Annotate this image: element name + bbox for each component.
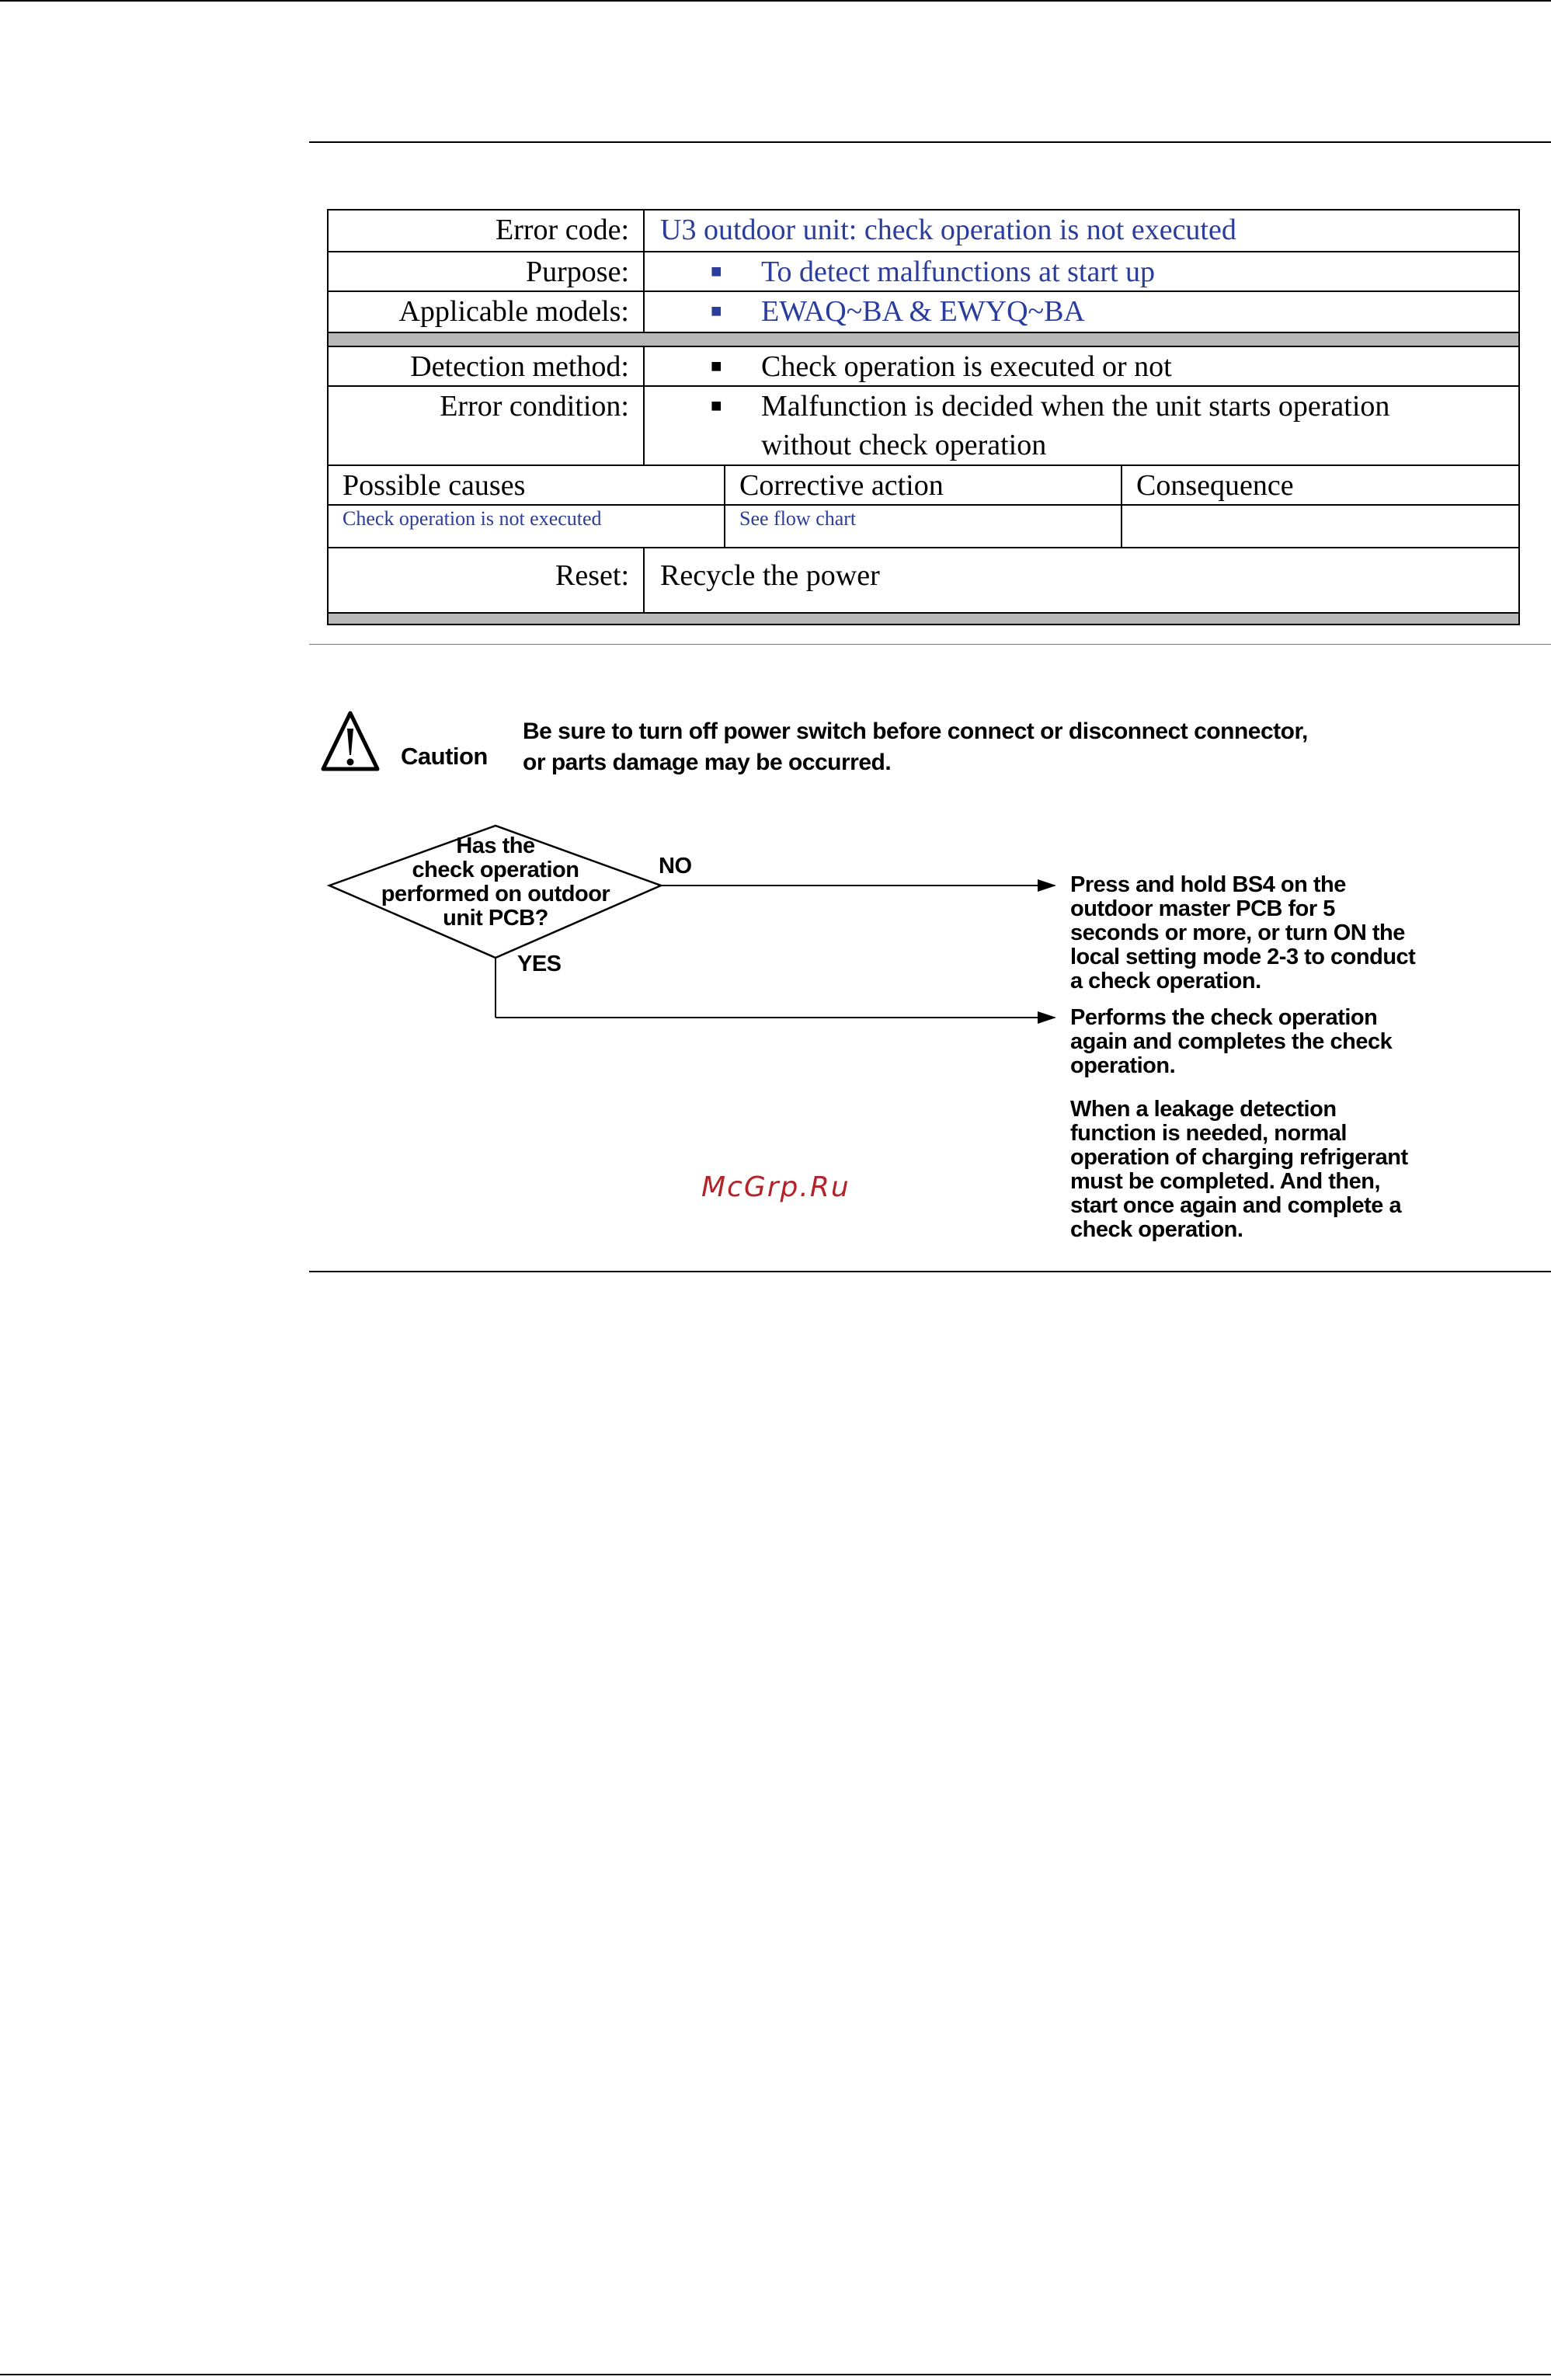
applicable-models-label: Applicable models:: [329, 292, 645, 332]
row-column-headers: [329, 466, 1518, 506]
note-line4: must be completed. And then,: [1070, 1169, 1381, 1194]
table-footer-bar: [329, 612, 1518, 624]
corrective-action-header: Corrective action: [725, 466, 1122, 504]
section-divider: [329, 332, 1518, 347]
decision-line1: Has the: [456, 833, 535, 858]
applicable-models-value: [645, 292, 1518, 332]
consequence-header: Consequence: [1136, 469, 1294, 502]
note-line2: function is needed, normal: [1070, 1121, 1347, 1146]
decision-line2: check operation: [412, 858, 579, 882]
error-table: [327, 209, 1520, 625]
bullet-icon: ■: [711, 357, 722, 377]
purpose-text: To detect malfunctions at start up: [761, 256, 1156, 288]
yes-result-line2: again and completes the check: [1070, 1029, 1393, 1054]
row-applicable-models: [329, 292, 1518, 332]
row-detection-method: [329, 347, 1518, 387]
no-arrow: [661, 879, 1056, 892]
footer-rule: [309, 1271, 1551, 1272]
cause-cell: Check operation is not executed: [329, 506, 725, 547]
note-line6: check operation.: [1070, 1217, 1243, 1242]
detection-method-label: Detection method:: [329, 347, 645, 385]
decision-line3: performed on outdoor: [381, 882, 610, 906]
no-label: NO: [659, 854, 692, 879]
section-rule: [309, 644, 1551, 645]
error-condition-label: Error condition:: [329, 387, 645, 465]
row-error-condition: [329, 387, 1518, 466]
detection-method-text: Check operation is executed or not: [761, 350, 1172, 383]
no-result-line2: outdoor master PCB for 5: [1070, 896, 1335, 921]
row-reset: [329, 548, 1518, 612]
yes-result-line3: operation.: [1070, 1053, 1176, 1078]
row-purpose: [329, 252, 1518, 292]
error-condition-line2: without check operation: [761, 429, 1047, 461]
no-result-line4: local setting mode 2-3 to conduct: [1070, 945, 1416, 969]
no-result-line5: a check operation.: [1070, 969, 1261, 993]
error-code-label: Error code:: [329, 211, 645, 251]
bullet-icon: ■: [711, 262, 722, 282]
no-result-line1: Press and hold BS4 on the: [1070, 872, 1346, 897]
watermark: McGrp.Ru: [701, 1171, 850, 1203]
purpose-label: Purpose:: [329, 252, 645, 291]
note-line5: start once again and complete a: [1070, 1193, 1402, 1218]
possible-causes-header: Possible causes: [329, 466, 725, 504]
error-code-value: U3 outdoor unit: check operation is not executed: [660, 214, 1236, 246]
bullet-icon: ■: [711, 301, 722, 322]
decision-line4: unit PCB?: [443, 906, 548, 931]
reset-label: Reset:: [329, 548, 645, 612]
page-bottom-edge: [0, 2374, 1551, 2375]
caution-line2: or parts damage may be occurred.: [523, 750, 892, 775]
error-condition-line1: Malfunction is decided when the unit starts operation: [761, 390, 1390, 423]
table-row: [329, 506, 1518, 548]
note-line1: When a leakage detection: [1070, 1097, 1337, 1122]
page-top-edge: [0, 0, 1551, 2]
error-condition-value: [645, 387, 1518, 465]
no-result-line3: seconds or more, or turn ON the: [1070, 920, 1405, 945]
note-line3: operation of charging refrigerant: [1070, 1145, 1408, 1170]
action-cell: See flow chart: [725, 506, 1122, 547]
header-rule: [309, 141, 1551, 143]
yes-arrow: [496, 958, 1056, 1024]
flowchart: [309, 699, 1551, 1274]
detection-method-value: [645, 347, 1518, 385]
applicable-models-text: EWAQ~BA & EWYQ~BA: [761, 295, 1085, 328]
reset-value: Recycle the power: [660, 559, 880, 592]
row-error-code: [329, 211, 1518, 252]
caution-label: Caution: [401, 743, 488, 770]
yes-result-line1: Performs the check operation: [1070, 1005, 1378, 1030]
yes-label: YES: [517, 952, 562, 976]
consequence-cell: [1122, 506, 1518, 547]
purpose-value: [645, 252, 1518, 291]
caution-line1: Be sure to turn off power switch before connect or disconnect connector,: [523, 719, 1308, 744]
bullet-icon: ■: [711, 396, 722, 416]
caution-icon: [323, 713, 377, 769]
